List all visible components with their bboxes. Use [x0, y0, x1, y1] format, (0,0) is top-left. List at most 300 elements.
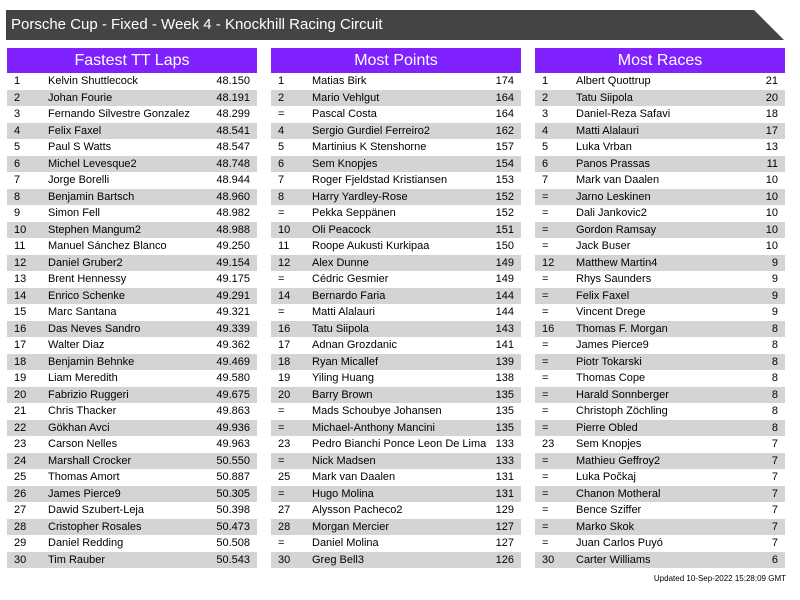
- name-cell: Mads Schoubye Johansen: [312, 405, 442, 417]
- table-row: [535, 139, 785, 156]
- position-cell: =: [542, 471, 549, 483]
- name-cell: Pekka Seppänen: [312, 207, 396, 219]
- value-cell: 50.398: [216, 504, 250, 516]
- name-cell: Matti Alalauri: [312, 306, 375, 318]
- value-cell: 135: [495, 421, 514, 434]
- position-cell: =: [542, 223, 549, 236]
- value-cell: 11: [766, 157, 778, 170]
- position-cell: 28: [278, 520, 291, 533]
- value-cell: 21: [765, 75, 778, 87]
- value-cell: 138: [495, 372, 514, 384]
- table-row: [271, 552, 521, 569]
- name-cell: Tatu Siipola: [312, 322, 369, 335]
- position-cell: 27: [278, 504, 291, 516]
- value-cell: 49.362: [216, 339, 250, 351]
- table-row: [7, 73, 257, 90]
- value-cell: 157: [495, 141, 514, 153]
- name-cell: Rhys Saunders: [576, 273, 652, 285]
- table-row: [271, 469, 521, 486]
- value-cell: 133: [495, 454, 514, 467]
- position-cell: 3: [14, 108, 21, 120]
- position-cell: 4: [542, 124, 549, 137]
- name-cell: James Pierce9: [48, 487, 121, 500]
- value-cell: 9: [771, 289, 778, 302]
- table-row: [271, 535, 521, 552]
- value-cell: 49.580: [216, 372, 250, 384]
- table-row: [535, 123, 785, 140]
- name-cell: Ryan Micallef: [312, 355, 379, 368]
- table-row: [7, 552, 257, 569]
- value-cell: 18: [765, 108, 778, 120]
- name-cell: Manuel Sánchez Blanco: [48, 240, 167, 252]
- name-cell: Cédric Gesmier: [312, 273, 389, 285]
- position-cell: =: [542, 339, 549, 351]
- value-cell: 129: [495, 504, 514, 516]
- name-cell: Fabrizio Ruggeri: [48, 388, 129, 401]
- position-cell: =: [542, 289, 549, 302]
- name-cell: Stephen Mangum2: [48, 223, 141, 236]
- position-cell: 3: [542, 108, 549, 120]
- table-row: [7, 156, 257, 173]
- value-cell: 127: [495, 537, 514, 549]
- position-cell: 20: [14, 388, 27, 401]
- name-cell: Walter Diaz: [48, 339, 105, 351]
- name-cell: Hugo Molina: [312, 487, 374, 500]
- position-cell: 15: [14, 306, 27, 318]
- value-cell: 144: [495, 306, 514, 318]
- value-cell: 10: [765, 240, 778, 252]
- name-cell: Panos Prassas: [576, 157, 650, 170]
- table-row: [7, 535, 257, 552]
- position-cell: 4: [278, 124, 285, 137]
- value-cell: 8: [771, 322, 778, 335]
- name-cell: Matthew Martin4: [576, 256, 658, 269]
- position-cell: 6: [542, 157, 549, 170]
- value-cell: 7: [771, 438, 778, 450]
- name-cell: Jarno Leskinen: [576, 190, 651, 203]
- table-row: [7, 519, 257, 536]
- value-cell: 17: [765, 124, 778, 137]
- most-points-panel: [271, 48, 521, 568]
- name-cell: Thomas Cope: [576, 372, 646, 384]
- name-cell: Michael-Anthony Mancini: [312, 421, 435, 434]
- page-title: Porsche Cup - Fixed - Week 4 - Knockhill Racing Circuit: [11, 16, 383, 33]
- position-cell: 16: [278, 322, 291, 335]
- value-cell: 149: [495, 273, 514, 285]
- position-cell: =: [542, 504, 549, 516]
- table-row: [271, 106, 521, 123]
- position-cell: 7: [278, 174, 285, 186]
- name-cell: Benjamin Behnke: [48, 355, 135, 368]
- value-cell: 48.748: [216, 157, 250, 170]
- position-cell: 1: [542, 75, 549, 87]
- table-row: [535, 304, 785, 321]
- position-cell: 14: [278, 289, 291, 302]
- value-cell: 9: [771, 273, 778, 285]
- value-cell: 143: [495, 322, 514, 335]
- value-cell: 50.550: [216, 454, 250, 467]
- value-cell: 10: [765, 174, 778, 186]
- name-cell: Roger Fjeldstad Kristiansen: [312, 174, 448, 186]
- table-row: [7, 123, 257, 140]
- table-row: [535, 453, 785, 470]
- name-cell: Chanon Motheral: [576, 487, 661, 500]
- table-row: [7, 172, 257, 189]
- panel-title: Fastest TT Laps: [7, 48, 257, 73]
- leaderboard-rows: [271, 73, 521, 568]
- position-cell: 2: [14, 91, 21, 104]
- value-cell: 49.963: [216, 438, 250, 450]
- table-row: [7, 304, 257, 321]
- name-cell: Das Neves Sandro: [48, 322, 141, 335]
- position-cell: 19: [14, 372, 27, 384]
- value-cell: 50.543: [216, 553, 250, 566]
- table-row: [271, 90, 521, 107]
- value-cell: 49.321: [216, 306, 250, 318]
- position-cell: =: [542, 537, 549, 549]
- table-row: [271, 354, 521, 371]
- position-cell: 23: [278, 438, 291, 450]
- most-races-panel: [535, 48, 785, 568]
- position-cell: 10: [14, 223, 27, 236]
- name-cell: Bence Sziffer: [576, 504, 642, 516]
- name-cell: Mark van Daalen: [312, 471, 396, 483]
- table-row: [7, 288, 257, 305]
- name-cell: Christoph Zöchling: [576, 405, 668, 417]
- value-cell: 8: [771, 405, 778, 417]
- table-row: [7, 238, 257, 255]
- name-cell: Harald Sonnberger: [576, 388, 669, 401]
- position-cell: =: [278, 537, 285, 549]
- table-row: [535, 436, 785, 453]
- leaderboard-rows: [535, 73, 785, 568]
- name-cell: Thomas F. Morgan: [576, 322, 668, 335]
- name-cell: Brent Hennessy: [48, 273, 127, 285]
- value-cell: 135: [495, 388, 514, 401]
- name-cell: Marshall Crocker: [48, 454, 132, 467]
- leaderboard-rows: [7, 73, 257, 568]
- name-cell: Daniel-Reza Safavi: [576, 108, 671, 120]
- position-cell: =: [278, 421, 285, 434]
- table-row: [271, 519, 521, 536]
- table-row: [7, 469, 257, 486]
- position-cell: =: [542, 405, 549, 417]
- name-cell: Oli Peacock: [312, 223, 371, 236]
- position-cell: 2: [542, 91, 549, 104]
- table-row: [271, 189, 521, 206]
- position-cell: 18: [278, 355, 291, 368]
- name-cell: Enrico Schenke: [48, 289, 126, 302]
- position-cell: 11: [278, 240, 290, 252]
- table-row: [271, 321, 521, 338]
- value-cell: 48.150: [216, 75, 250, 87]
- position-cell: 23: [14, 438, 27, 450]
- position-cell: 4: [14, 124, 21, 137]
- table-row: [271, 288, 521, 305]
- name-cell: Gordon Ramsay: [576, 223, 657, 236]
- position-cell: 25: [278, 471, 291, 483]
- value-cell: 50.508: [216, 537, 250, 549]
- name-cell: Sem Knopjes: [312, 157, 378, 170]
- value-cell: 49.675: [216, 388, 250, 401]
- name-cell: Felix Faxel: [48, 124, 102, 137]
- name-cell: Matias Birk: [312, 75, 367, 87]
- position-cell: 21: [14, 405, 27, 417]
- position-cell: 7: [542, 174, 549, 186]
- value-cell: 49.250: [216, 240, 250, 252]
- position-cell: 18: [14, 355, 27, 368]
- value-cell: 8: [771, 372, 778, 384]
- value-cell: 7: [771, 454, 778, 467]
- position-cell: 14: [14, 289, 27, 302]
- value-cell: 151: [495, 223, 514, 236]
- value-cell: 131: [495, 471, 514, 483]
- name-cell: Martinius K Stenshorne: [312, 141, 427, 153]
- table-row: [535, 106, 785, 123]
- table-row: [535, 189, 785, 206]
- value-cell: 10: [765, 223, 778, 236]
- name-cell: Benjamin Bartsch: [48, 190, 135, 203]
- position-cell: =: [542, 520, 549, 533]
- table-row: [271, 255, 521, 272]
- table-row: [271, 370, 521, 387]
- title-banner: [6, 10, 784, 40]
- name-cell: Carter Williams: [576, 553, 651, 566]
- name-cell: James Pierce9: [576, 339, 649, 351]
- position-cell: 26: [14, 487, 27, 500]
- value-cell: 48.541: [216, 124, 250, 137]
- table-row: [7, 90, 257, 107]
- value-cell: 141: [495, 339, 514, 351]
- table-row: [535, 73, 785, 90]
- value-cell: 133: [495, 438, 514, 450]
- value-cell: 50.305: [216, 487, 250, 500]
- position-cell: 5: [542, 141, 549, 153]
- value-cell: 49.339: [216, 322, 250, 335]
- value-cell: 48.982: [216, 207, 250, 219]
- position-cell: =: [278, 454, 285, 467]
- value-cell: 49.863: [216, 405, 250, 417]
- value-cell: 48.960: [216, 190, 250, 203]
- name-cell: Yiling Huang: [312, 372, 374, 384]
- name-cell: Paul S Watts: [48, 141, 112, 153]
- name-cell: Morgan Mercier: [312, 520, 390, 533]
- position-cell: =: [542, 355, 549, 368]
- table-row: [535, 552, 785, 569]
- table-row: [535, 156, 785, 173]
- name-cell: Pascal Costa: [312, 108, 377, 120]
- name-cell: Barry Brown: [312, 388, 373, 401]
- position-cell: =: [278, 207, 285, 219]
- table-row: [271, 73, 521, 90]
- value-cell: 8: [771, 355, 778, 368]
- name-cell: Michel Levesque2: [48, 157, 137, 170]
- value-cell: 164: [495, 91, 514, 104]
- value-cell: 135: [495, 405, 514, 417]
- position-cell: 23: [542, 438, 555, 450]
- name-cell: Bernardo Faria: [312, 289, 386, 302]
- table-row: [535, 238, 785, 255]
- table-row: [7, 354, 257, 371]
- position-cell: 13: [14, 273, 27, 285]
- position-cell: =: [542, 372, 549, 384]
- value-cell: 164: [495, 108, 514, 120]
- value-cell: 131: [495, 487, 514, 500]
- table-row: [535, 222, 785, 239]
- position-cell: =: [278, 306, 285, 318]
- position-cell: 12: [542, 256, 555, 269]
- value-cell: 49.469: [216, 355, 250, 368]
- table-row: [271, 436, 521, 453]
- table-row: [7, 321, 257, 338]
- name-cell: Harry Yardley-Rose: [312, 190, 408, 203]
- name-cell: Alysson Pacheco2: [312, 504, 403, 516]
- value-cell: 48.191: [216, 91, 250, 104]
- value-cell: 48.547: [216, 141, 250, 153]
- position-cell: 30: [278, 553, 291, 566]
- name-cell: Marko Skok: [576, 520, 635, 533]
- position-cell: 19: [278, 372, 291, 384]
- position-cell: 30: [542, 553, 555, 566]
- name-cell: Simon Fell: [48, 207, 100, 219]
- value-cell: 48.299: [216, 108, 250, 120]
- name-cell: Mathieu Geffroy2: [576, 454, 661, 467]
- position-cell: 6: [278, 157, 285, 170]
- table-row: [535, 387, 785, 404]
- value-cell: 20: [765, 91, 778, 104]
- table-row: [271, 222, 521, 239]
- position-cell: 22: [14, 421, 27, 434]
- table-row: [7, 337, 257, 354]
- value-cell: 144: [495, 289, 514, 302]
- position-cell: 16: [14, 322, 27, 335]
- position-cell: 30: [14, 553, 27, 566]
- name-cell: Daniel Gruber2: [48, 256, 123, 269]
- position-cell: 1: [278, 75, 285, 87]
- position-cell: 8: [278, 190, 285, 203]
- name-cell: Tim Rauber: [48, 553, 106, 566]
- value-cell: 174: [495, 75, 514, 87]
- table-row: [7, 370, 257, 387]
- value-cell: 8: [771, 421, 778, 434]
- position-cell: 12: [14, 256, 27, 269]
- table-row: [271, 486, 521, 503]
- position-cell: =: [278, 108, 285, 120]
- position-cell: 17: [14, 339, 27, 351]
- table-row: [7, 436, 257, 453]
- value-cell: 149: [495, 256, 514, 269]
- name-cell: Carson Nelles: [48, 438, 118, 450]
- position-cell: 29: [14, 537, 27, 549]
- table-row: [271, 453, 521, 470]
- name-cell: Johan Fourie: [48, 91, 113, 104]
- name-cell: Roope Aukusti Kurkipaa: [312, 240, 430, 252]
- name-cell: Dawid Szubert-Leja: [48, 504, 144, 516]
- position-cell: =: [542, 207, 549, 219]
- name-cell: Vincent Drege: [576, 306, 646, 318]
- table-row: [271, 172, 521, 189]
- table-row: [7, 387, 257, 404]
- value-cell: 49.936: [216, 421, 250, 434]
- table-row: [271, 403, 521, 420]
- position-cell: 8: [14, 190, 21, 203]
- value-cell: 13: [765, 141, 778, 153]
- position-cell: 17: [278, 339, 291, 351]
- table-row: [271, 205, 521, 222]
- name-cell: Alex Dunne: [312, 256, 369, 269]
- position-cell: 6: [14, 157, 21, 170]
- name-cell: Fernando Silvestre Gonzalez: [48, 108, 190, 120]
- table-row: [535, 321, 785, 338]
- table-row: [7, 205, 257, 222]
- name-cell: Greg Bell3: [312, 553, 364, 566]
- table-row: [535, 288, 785, 305]
- position-cell: =: [542, 454, 549, 467]
- value-cell: 154: [495, 157, 514, 170]
- position-cell: =: [542, 388, 549, 401]
- name-cell: Chris Thacker: [48, 405, 117, 417]
- table-row: [535, 486, 785, 503]
- table-row: [7, 189, 257, 206]
- position-cell: 20: [278, 388, 291, 401]
- table-row: [271, 271, 521, 288]
- name-cell: Marc Santana: [48, 306, 117, 318]
- position-cell: =: [542, 487, 549, 500]
- name-cell: Sergio Gurdiel Ferreiro2: [312, 124, 430, 137]
- value-cell: 8: [771, 388, 778, 401]
- name-cell: Mario Vehlgut: [312, 91, 380, 104]
- table-row: [7, 255, 257, 272]
- value-cell: 49.175: [216, 273, 250, 285]
- value-cell: 9: [771, 256, 778, 269]
- updated-timestamp: Updated 10-Sep-2022 15:28:09 GMT: [653, 574, 786, 583]
- name-cell: Gökhan Avci: [48, 421, 110, 434]
- name-cell: Albert Quottrup: [576, 75, 651, 87]
- table-row: [7, 271, 257, 288]
- value-cell: 50.473: [216, 520, 250, 533]
- position-cell: 9: [14, 207, 21, 219]
- position-cell: 7: [14, 174, 21, 186]
- value-cell: 10: [765, 207, 778, 219]
- table-row: [271, 156, 521, 173]
- name-cell: Liam Meredith: [48, 372, 118, 384]
- position-cell: 11: [14, 240, 26, 252]
- table-row: [7, 486, 257, 503]
- table-row: [535, 205, 785, 222]
- name-cell: Matti Alalauri: [576, 124, 639, 137]
- name-cell: Mark van Daalen: [576, 174, 660, 186]
- position-cell: 16: [542, 322, 555, 335]
- position-cell: =: [278, 487, 285, 500]
- table-row: [535, 255, 785, 272]
- table-row: [7, 502, 257, 519]
- table-row: [535, 172, 785, 189]
- position-cell: 28: [14, 520, 27, 533]
- value-cell: 7: [771, 471, 778, 483]
- table-row: [271, 304, 521, 321]
- table-row: [535, 370, 785, 387]
- value-cell: 7: [771, 487, 778, 500]
- name-cell: Luka Počkaj: [576, 471, 636, 483]
- name-cell: Pierre Obled: [576, 421, 638, 434]
- value-cell: 49.291: [216, 289, 250, 302]
- name-cell: Jack Buser: [576, 240, 631, 252]
- table-row: [7, 420, 257, 437]
- position-cell: =: [542, 421, 549, 434]
- position-cell: 27: [14, 504, 27, 516]
- position-cell: 12: [278, 256, 291, 269]
- value-cell: 152: [495, 190, 514, 203]
